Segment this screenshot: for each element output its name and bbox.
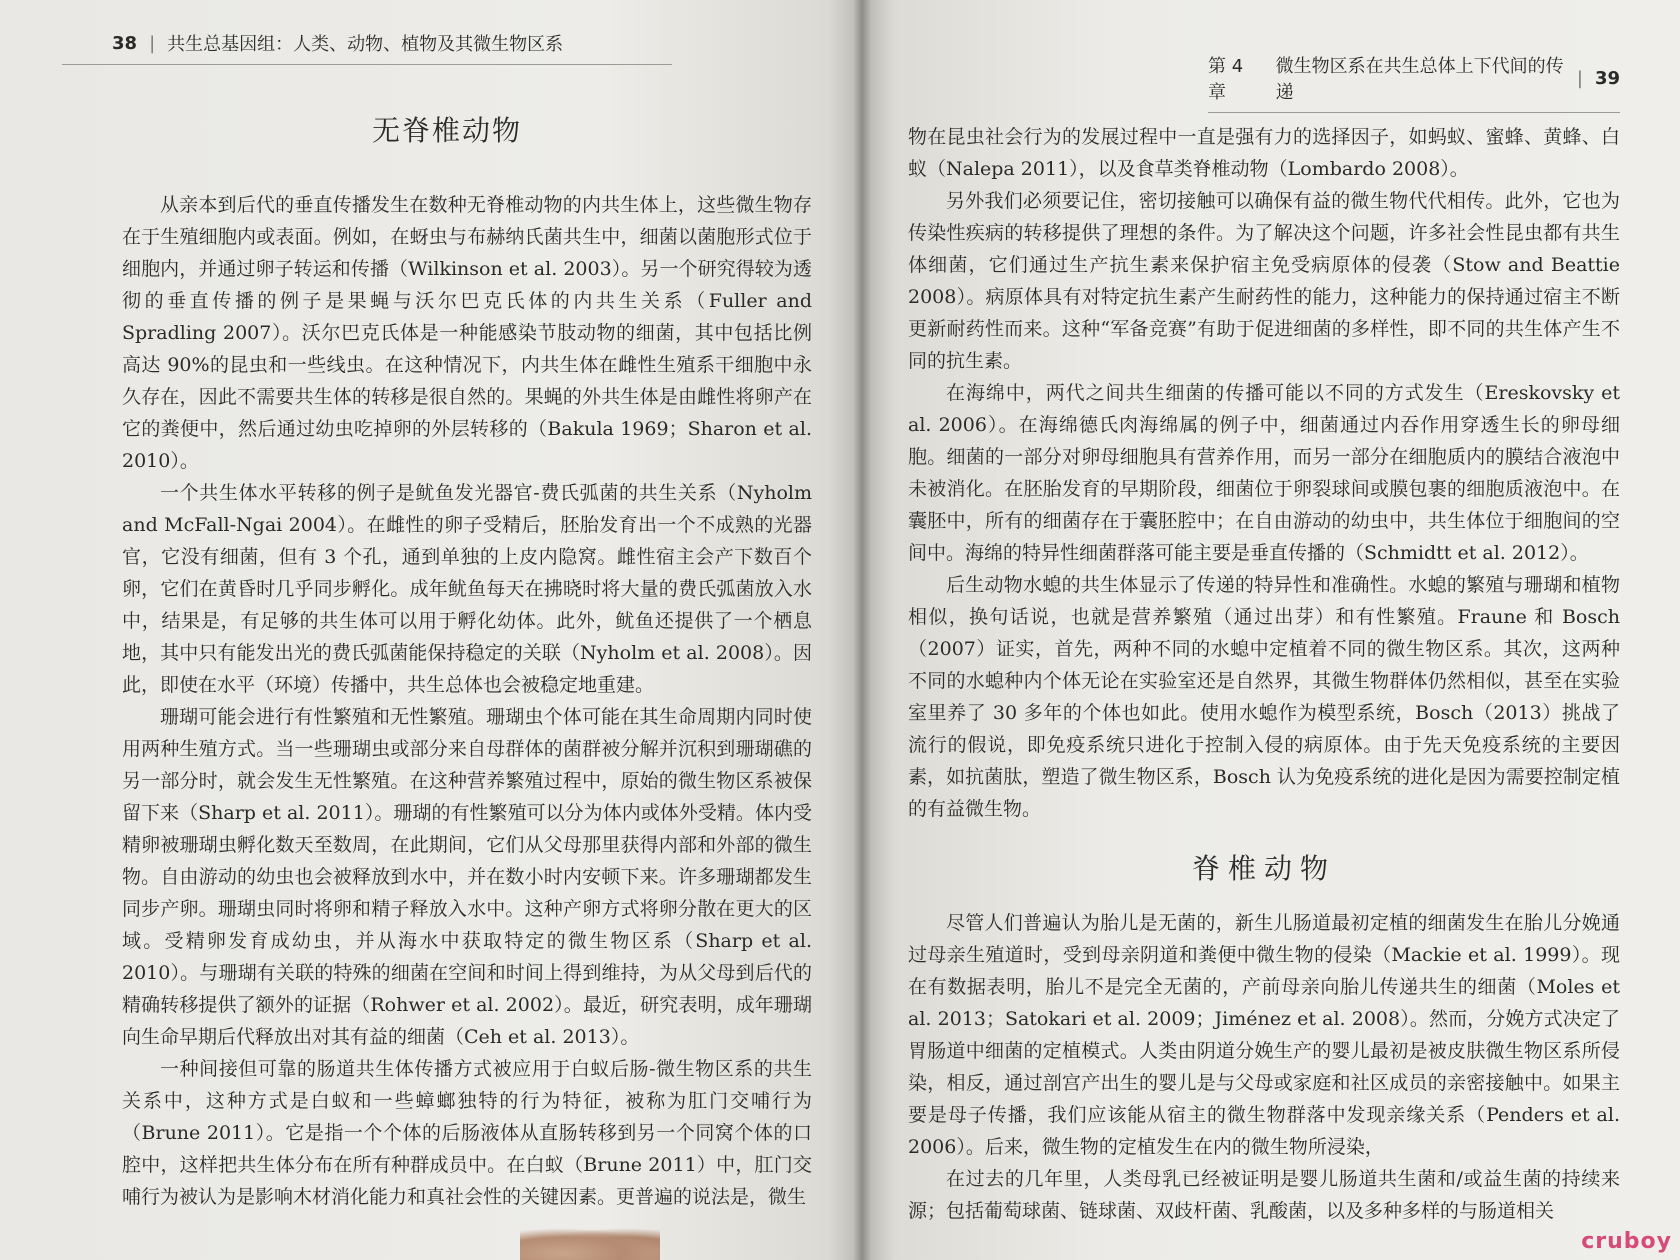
header-separator: | xyxy=(1576,67,1583,89)
right-page xyxy=(862,0,1680,1260)
paragraph: 一个共生体水平转移的例子是鱿鱼发光器官-费氏弧菌的共生关系（Nyholm and McFall-Ngai 2004）。在雌性的卵子受精后，胚胎发育出一个不成熟的光器官，它没有细菌，但有 3 个孔，通到单独的上皮内隐窝。雌性宿主会产下数百个卵，它们在黄昏时几乎同步孵化。成年鱿鱼每天在拂晓时将大量的费氏弧菌放入水中，结果是，有足够的共生体可以用于孵化幼体。此外，鱿鱼还提供了一个栖息地，其中只有能发出光的费氏弧菌能保持稳定的关联（Nyholm et al. 2008）。因此，即使在水平（环境）传播中，共生总体也会被稳定地重建。 xyxy=(122,482,812,696)
book-title: 共生总基因组：人类、动物、植物及其微生物区系 xyxy=(167,34,564,55)
watermark: cruboy xyxy=(1581,1229,1672,1254)
paragraph: 另外我们必须要记住，密切接触可以确保有益的微生物代代相传。此外，它也为传染性疾病的转移提供了理想的条件。为了解决这个问题，许多社会性昆虫都有共生体细菌，它们通过生产抗生素来保护宿主免受病原体的侵袭（Stow and Beattie 2008）。病原体具有对特定抗生素产生耐药性的能力，这种能力的保持通过宿主不断更新耐药性而来。这种“军备竞赛”有助于促进细菌的多样性，即不同的共生体产生不同的抗生素。 xyxy=(908,190,1620,372)
paragraph: 后生动物水螅的共生体显示了传递的特异性和准确性。水螅的繁殖与珊瑚和植物相似，换句话说，也就是营养繁殖（通过出芽）和有性繁殖。Fraune 和 Bosch（2007）证实，首先，两种不同的水螅中定植着不同的微生物区系。其次，这两种不同的水螅种内个体无论在实验室还是自然界，其微生物群体仍然相似，甚至在实验室里养了 30 多年的个体也如此。使用水螅作为模型系统，Bosch（2013）挑战了流行的假说，即免疫系统只进化于控制入侵的病原体。由于先天免疫系统的主要因素，如抗菌肽，塑造了微生物区系，Bosch 认为免疫系统的进化是因为需要控制定植的有益微生物。 xyxy=(908,574,1620,820)
section-title-vertebrates: 脊椎动物 xyxy=(1191,852,1336,885)
paragraph: 一种间接但可靠的肠道共生体传播方式被应用于白蚁后肠-微生物区系的共生关系中，这种方式是白蚁和一些蟑螂独特的行为特征，被称为肛门交哺行为（Brune 2011）。它是指一个个体的后肠液体从直肠转移到另一个同窝个体的口腔中，这样把共生体分布在所有种群成员中。在白蚁（Brune 2011）中，肛门交哺行为被认为是影响木材消化能力和真社会性的关键因素。更普遍的说法是，微生 xyxy=(122,1058,812,1208)
left-page-number: 38 xyxy=(112,32,138,54)
paragraph: 从亲本到后代的垂直传播发生在数种无脊椎动物的内共生体上，这些微生物存在于生殖细胞内或表面。例如，在蚜虫与布赫纳氏菌共生中，细菌以菌胞形式位于细胞内，并通过卵子转运和传播（Wilkinson et al. 2003）。另一个研究得较为透彻的垂直传播的例子是果蝇与沃尔巴克氏体的内共生关系（Fuller and Spradling 2007）。沃尔巴克氏体是一种能感染节肢动物的细菌，其中包括比例高达 90%的昆虫和一些线虫。在这种情况下，内共生体在雌性生殖系干细胞中永久存在，因此不需要共生体的转移是很自然的。果蝇的外共生体是由雌性将卵产在它的粪便中，然后通过幼虫吃掉卵的外层转移的（Bakula 1969；Sharon et al. 2010）。 xyxy=(122,194,812,472)
chapter-label: 第 4 章 xyxy=(1208,56,1244,103)
book-gutter xyxy=(852,0,872,1260)
right-running-header xyxy=(1208,20,1620,113)
paragraph: 物在昆虫社会行为的发展过程中一直是强有力的选择因子，如蚂蚁、蜜蜂、黄蜂、白蚁（Nalepa 2011），以及食草类脊椎动物（Lombardo 2008）。 xyxy=(908,126,1620,180)
right-page-number: 39 xyxy=(1594,67,1620,89)
section-title-invertebrates: 无脊椎动物 xyxy=(371,114,522,147)
left-running-header xyxy=(62,20,672,65)
paragraph: 珊瑚可能会进行有性繁殖和无性繁殖。珊瑚虫个体可能在其生命周期内同时使用两种生殖方式。当一些珊瑚虫或部分来自母群体的菌群被分解并沉积到珊瑚礁的另一部分时，就会发生无性繁殖。在这种营养繁殖过程中，原始的微生物区系被保留下来（Sharp et al. 2011）。珊瑚的有性繁殖可以分为体内或体外受精。体内受精卵被珊瑚虫孵化数天至数周，在此期间，它们从父母那里获得内部和外部的微生物。自由游动的幼虫也会被释放到水中，并在数小时内安顿下来。许多珊瑚都发生同步产卵。珊瑚虫同时将卵和精子释放入水中。这种产卵方式将卵分散在更大的区域。受精卵发育成幼虫，并从海水中获取特定的微生物区系（Sharp et al. 2010）。与珊瑚有关联的特殊的细菌在空间和时间上得到维持，为从父母到后代的精确转移提供了额外的证据（Rohwer et al. 2002）。最近，研究表明，成年珊瑚向生命早期后代释放出对其有益的细菌（Ceh et al. 2013）。 xyxy=(122,706,812,1048)
paragraph: 尽管人们普遍认为胎儿是无菌的，新生儿肠道最初定植的细菌发生在胎儿分娩通过母亲生殖道时，受到母亲阴道和粪便中微生物的侵染（Mackie et al. 1999）。现在有数据表明，胎儿不是完全无菌的，产前母亲向胎儿传递共生的细菌（Moles et al. 2013；Satokari et al. 2009；Jiménez et al. 2008）。然而，分娩方式决定了胃肠道中细菌的定植模式。人类由阴道分娩生产的婴儿最初是被皮肤微生物区系所侵染，相反，通过剖宫产出生的婴儿是与父母或家庭和社区成员的亲密接触中。如果主要是母子传播，我们应该能从宿主的微生物群落中发现亲缘关系（Penders et al. 2006）。后来，微生物的定植发生在内的微生物所浸染， xyxy=(908,912,1620,1158)
chapter-title: 微生物区系在共生总体上下代间的传递 xyxy=(1275,56,1564,103)
fingertips xyxy=(520,1228,660,1260)
paragraph: 在过去的几年里，人类母乳已经被证明是婴儿肠道共生菌和/或益生菌的持续来源；包括葡萄球菌、链球菌、双歧杆菌、乳酸菌，以及多种多样的与肠道相关 xyxy=(908,1168,1620,1222)
header-separator: | xyxy=(149,32,156,54)
paragraph: 在海绵中，两代之间共生细菌的传播可能以不同的方式发生（Ereskovsky et al. 2006）。在海绵德氏肉海绵属的例子中，细菌通过内吞作用穿透生长的卵母细胞。细菌的一部分对卵母细胞具有营养作用，而另一部分在细胞质内的膜结合液泡中未被消化。在胚胎发育的早期阶段，细菌位于卵裂球间或膜包裹的细胞质液泡中。在囊胚中，所有的细菌存在于囊胚腔中；在自由游动的幼虫中，共生体位于细胞间的空间中。海绵的特异性细菌群落可能主要是垂直传播的（Schmidtt et al. 2012）。 xyxy=(908,382,1620,564)
